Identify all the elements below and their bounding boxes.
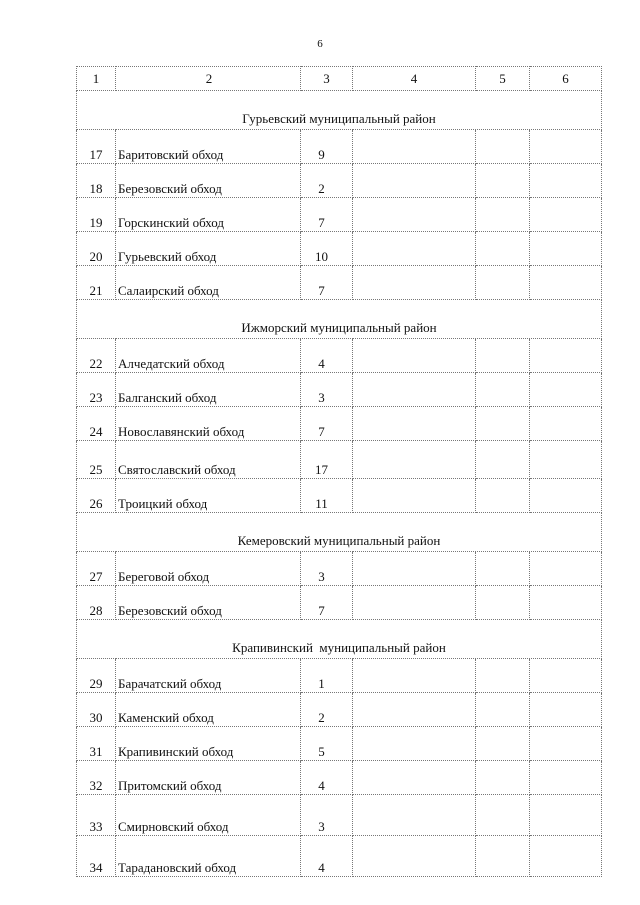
empty-cell (476, 586, 530, 620)
empty-cell (530, 441, 602, 479)
column-header-row (77, 67, 602, 91)
row-number: 25 (77, 441, 116, 479)
row-number: 18 (77, 164, 116, 198)
table-row (77, 407, 602, 441)
row-value: 4 (301, 761, 353, 795)
empty-cell (530, 659, 602, 693)
empty-cell (476, 164, 530, 198)
empty-cell (476, 441, 530, 479)
row-value: 2 (301, 693, 353, 727)
empty-cell (476, 727, 530, 761)
section-title (77, 91, 602, 130)
empty-cell (530, 479, 602, 513)
empty-cell (353, 232, 476, 266)
empty-cell (476, 693, 530, 727)
row-number: 27 (77, 552, 116, 586)
empty-cell (476, 130, 530, 164)
section-header-row (77, 300, 602, 339)
row-value: 10 (301, 232, 353, 266)
table-row (77, 373, 602, 407)
column-header: 5 (476, 67, 530, 91)
page-number: 6 (317, 38, 323, 50)
empty-cell (353, 836, 476, 877)
empty-cell (476, 795, 530, 836)
empty-cell (476, 479, 530, 513)
empty-cell (476, 266, 530, 300)
row-name: Березовский обход (116, 164, 301, 198)
table-row (77, 795, 602, 836)
row-value: 5 (301, 727, 353, 761)
row-value: 7 (301, 198, 353, 232)
row-name: Притомский обход (116, 761, 301, 795)
empty-cell (353, 373, 476, 407)
row-number: 19 (77, 198, 116, 232)
empty-cell (530, 339, 602, 373)
row-number: 33 (77, 795, 116, 836)
section-header-row (77, 513, 602, 552)
empty-cell (530, 836, 602, 877)
empty-cell (476, 761, 530, 795)
table-row (77, 693, 602, 727)
row-name: Смирновский обход (116, 795, 301, 836)
row-value: 7 (301, 407, 353, 441)
empty-cell (353, 795, 476, 836)
row-name: Каменский обход (116, 693, 301, 727)
section-title-text: Крапивинский муниципальный район (232, 640, 446, 655)
empty-cell (530, 232, 602, 266)
table-row (77, 266, 602, 300)
row-number: 26 (77, 479, 116, 513)
empty-cell (353, 266, 476, 300)
empty-cell (476, 552, 530, 586)
empty-cell (476, 373, 530, 407)
column-header: 1 (77, 67, 116, 91)
table-row (77, 232, 602, 266)
empty-cell (476, 339, 530, 373)
section-title (77, 300, 602, 339)
row-name: Святославский обход (116, 441, 301, 479)
row-number: 34 (77, 836, 116, 877)
row-number: 32 (77, 761, 116, 795)
empty-cell (476, 232, 530, 266)
empty-cell (353, 479, 476, 513)
empty-cell (353, 130, 476, 164)
empty-cell (530, 761, 602, 795)
registry-table (76, 66, 602, 877)
row-number: 17 (77, 130, 116, 164)
section-title-text: Кемеровский муниципальный район (237, 533, 441, 548)
empty-cell (530, 693, 602, 727)
table-row (77, 441, 602, 479)
column-header: 2 (116, 67, 301, 91)
row-name: Балганский обход (116, 373, 301, 407)
table-row (77, 761, 602, 795)
row-value: 9 (301, 130, 353, 164)
empty-cell (353, 164, 476, 198)
table-row (77, 198, 602, 232)
row-value: 3 (301, 795, 353, 836)
table-row (77, 479, 602, 513)
empty-cell (530, 552, 602, 586)
row-value: 1 (301, 659, 353, 693)
empty-cell (353, 586, 476, 620)
empty-cell (530, 795, 602, 836)
empty-cell (530, 407, 602, 441)
empty-cell (353, 441, 476, 479)
column-header: 3 (301, 67, 353, 91)
empty-cell (353, 407, 476, 441)
row-value: 4 (301, 339, 353, 373)
table-body (77, 67, 602, 877)
empty-cell (530, 727, 602, 761)
table-row (77, 339, 602, 373)
row-name: Алчедатский обход (116, 339, 301, 373)
row-number: 23 (77, 373, 116, 407)
section-header-row (77, 620, 602, 659)
table-row (77, 836, 602, 877)
empty-cell (353, 761, 476, 795)
row-value: 7 (301, 266, 353, 300)
row-number: 28 (77, 586, 116, 620)
empty-cell (353, 198, 476, 232)
section-title-text: Ижморский муниципальный район (241, 320, 437, 335)
empty-cell (530, 164, 602, 198)
row-name: Березовский обход (116, 586, 301, 620)
table-row (77, 586, 602, 620)
empty-cell (530, 130, 602, 164)
row-value: 7 (301, 586, 353, 620)
row-name: Тарадановский обход (116, 836, 301, 877)
empty-cell (530, 198, 602, 232)
row-name: Новославянский обход (116, 407, 301, 441)
empty-cell (353, 552, 476, 586)
empty-cell (353, 659, 476, 693)
row-name: Крапивинский обход (116, 727, 301, 761)
row-number: 30 (77, 693, 116, 727)
row-value: 3 (301, 552, 353, 586)
row-number: 21 (77, 266, 116, 300)
table-row (77, 552, 602, 586)
row-number: 29 (77, 659, 116, 693)
row-name: Троицкий обход (116, 479, 301, 513)
row-name: Салаирский обход (116, 266, 301, 300)
row-value: 3 (301, 373, 353, 407)
column-header: 4 (353, 67, 476, 91)
row-name: Гурьевский обход (116, 232, 301, 266)
empty-cell (476, 407, 530, 441)
row-value: 17 (301, 441, 353, 479)
table-row (77, 659, 602, 693)
empty-cell (476, 659, 530, 693)
row-name: Барачатский обход (116, 659, 301, 693)
section-title (77, 513, 602, 552)
empty-cell (476, 836, 530, 877)
row-value: 2 (301, 164, 353, 198)
row-number: 22 (77, 339, 116, 373)
section-title (77, 620, 602, 659)
empty-cell (353, 693, 476, 727)
empty-cell (476, 198, 530, 232)
table-row (77, 130, 602, 164)
empty-cell (530, 373, 602, 407)
row-name: Горскинский обход (116, 198, 301, 232)
table-row (77, 727, 602, 761)
section-header-row (77, 91, 602, 130)
empty-cell (530, 586, 602, 620)
table-row (77, 164, 602, 198)
row-number: 20 (77, 232, 116, 266)
empty-cell (530, 266, 602, 300)
section-title-text: Гурьевский муниципальный район (242, 111, 436, 126)
empty-cell (353, 339, 476, 373)
row-value: 4 (301, 836, 353, 877)
empty-cell (353, 727, 476, 761)
row-number: 31 (77, 727, 116, 761)
row-number: 24 (77, 407, 116, 441)
row-value: 11 (301, 479, 353, 513)
row-name: Береговой обход (116, 552, 301, 586)
row-name: Баритовский обход (116, 130, 301, 164)
column-header: 6 (530, 67, 602, 91)
